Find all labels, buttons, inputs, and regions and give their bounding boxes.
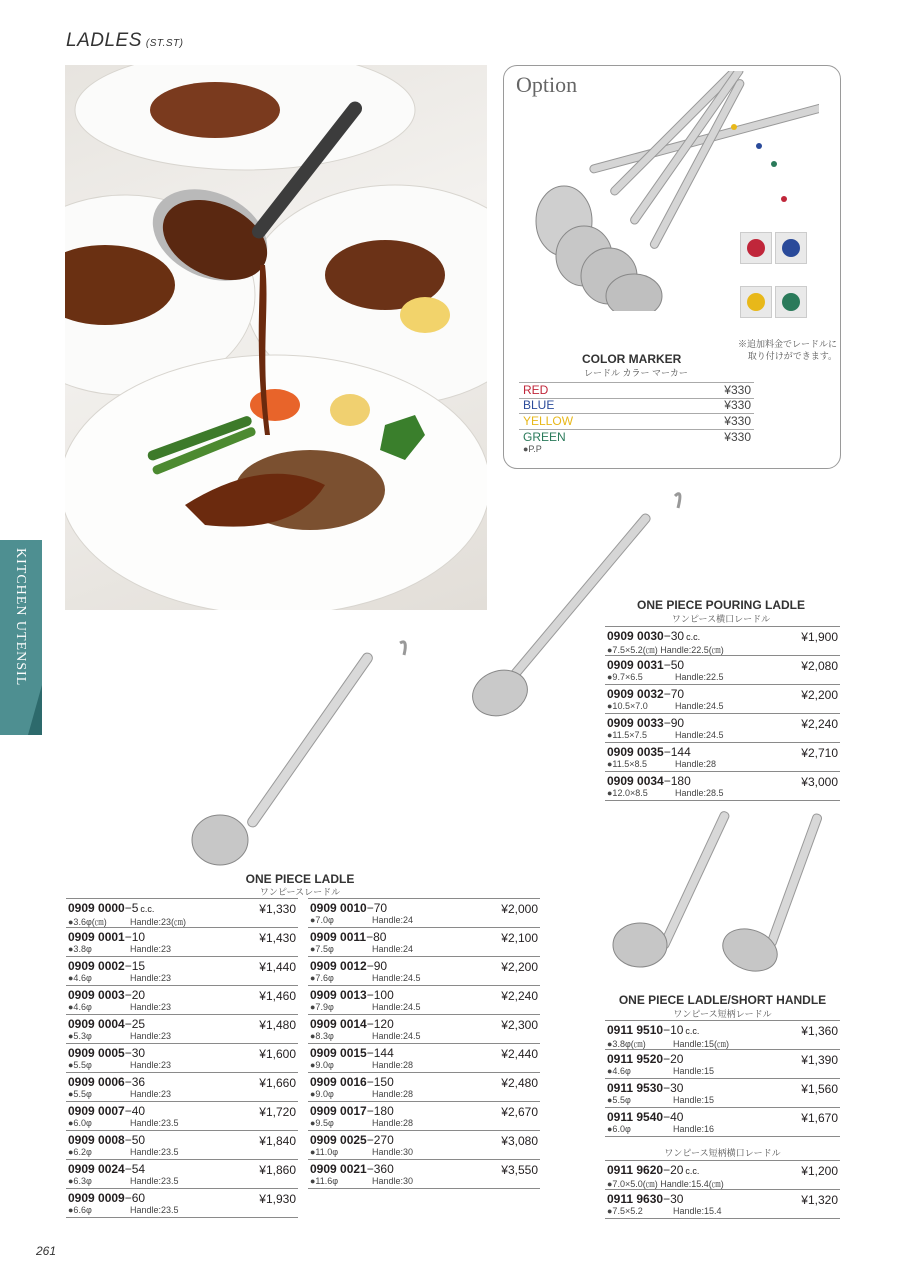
product-code bbox=[310, 1017, 396, 1031]
product-code bbox=[68, 1104, 147, 1118]
product-row bbox=[605, 1079, 840, 1108]
product-spec: ●5.5φ bbox=[68, 1060, 92, 1070]
one-piece-ladle-title: ONE PIECE LADLE bbox=[245, 872, 355, 886]
product-row bbox=[605, 1050, 840, 1079]
product-size: −30 bbox=[663, 1081, 684, 1095]
product-handle: Handle:15(㎝) bbox=[673, 1039, 730, 1049]
color-marker-subtitle: レードル カラー マーカー bbox=[584, 368, 688, 378]
product-size: −15 bbox=[124, 959, 146, 973]
product-size: −36 bbox=[124, 1075, 146, 1089]
product-code-number: 0909 0004 bbox=[68, 1017, 125, 1031]
product-code bbox=[607, 1163, 699, 1177]
product-spec: ●11.0φ bbox=[310, 1147, 339, 1157]
product-size: −20 bbox=[124, 988, 146, 1002]
product-row bbox=[66, 986, 298, 1015]
pouring-ladle-subtitle: ワンピース横口レードル bbox=[671, 614, 771, 624]
option-ladles-illustration bbox=[529, 71, 819, 311]
product-code bbox=[607, 1110, 685, 1124]
product-row bbox=[605, 1190, 840, 1219]
short-handle-pour-list bbox=[605, 1160, 840, 1219]
product-code bbox=[68, 1133, 147, 1147]
product-size: −30 bbox=[124, 1046, 146, 1060]
product-handle: Handle:24.5 bbox=[675, 701, 724, 711]
product-code bbox=[310, 1075, 396, 1089]
product-code bbox=[607, 716, 686, 730]
product-size: −90 bbox=[366, 959, 388, 973]
swatch-yellow bbox=[740, 286, 772, 318]
product-price: ¥2,440 bbox=[501, 1047, 538, 1061]
product-spec: ●9.5φ bbox=[310, 1118, 334, 1128]
product-spec: ●8.3φ bbox=[310, 1031, 334, 1041]
marker-label: BLUE bbox=[523, 398, 555, 412]
product-price: ¥1,860 bbox=[259, 1163, 296, 1177]
product-code bbox=[310, 988, 396, 1002]
product-price: ¥1,460 bbox=[259, 989, 296, 1003]
product-code-number: 0911 9620 bbox=[607, 1163, 664, 1177]
product-row bbox=[66, 1073, 298, 1102]
product-code bbox=[607, 745, 693, 759]
one-piece-ladle-illustration bbox=[190, 635, 415, 870]
product-handle: Handle:15 bbox=[673, 1095, 715, 1105]
product-code bbox=[68, 959, 147, 973]
product-handle: Handle:28 bbox=[372, 1060, 414, 1070]
product-handle: Handle:23 bbox=[130, 973, 172, 983]
page-number: 261 bbox=[36, 1244, 57, 1258]
product-price: ¥3,080 bbox=[501, 1134, 538, 1148]
product-price: ¥1,670 bbox=[801, 1111, 838, 1125]
product-size: −180 bbox=[366, 1104, 394, 1118]
product-size: −10 bbox=[124, 930, 146, 944]
product-handle: Handle:16 bbox=[673, 1124, 715, 1134]
product-handle: Handle:24.5 bbox=[675, 730, 724, 740]
product-spec: ●3.8φ bbox=[68, 944, 92, 954]
product-price: ¥1,660 bbox=[259, 1076, 296, 1090]
product-spec: ●7.0×5.0(㎝) Handle:15.4(㎝) bbox=[607, 1179, 724, 1189]
product-price: ¥1,430 bbox=[259, 931, 296, 945]
product-price: ¥2,240 bbox=[801, 717, 838, 731]
option-title: Option bbox=[516, 72, 578, 97]
marker-label: YELLOW bbox=[523, 414, 574, 428]
product-size: −25 bbox=[124, 1017, 146, 1031]
product-size: −5 bbox=[124, 901, 139, 915]
product-price: ¥1,200 bbox=[801, 1164, 838, 1178]
product-code-number: 0909 0000 bbox=[68, 901, 125, 915]
product-price: ¥2,670 bbox=[501, 1105, 538, 1119]
product-handle: Handle:30 bbox=[372, 1176, 414, 1186]
product-size: −50 bbox=[124, 1133, 146, 1147]
product-spec: ●9.0φ bbox=[310, 1060, 334, 1070]
product-code-number: 0909 0011 bbox=[310, 930, 367, 944]
product-handle: Handle:23 bbox=[130, 1031, 172, 1041]
product-price: ¥2,200 bbox=[501, 960, 538, 974]
short-handle-ladle-illustration bbox=[610, 805, 840, 975]
product-handle: Handle:23.5 bbox=[130, 1205, 179, 1215]
product-row bbox=[605, 1160, 840, 1190]
product-size: −80 bbox=[366, 930, 387, 944]
product-price: ¥2,300 bbox=[501, 1018, 538, 1032]
product-code bbox=[310, 901, 389, 915]
product-size: −50 bbox=[663, 658, 685, 672]
product-code bbox=[68, 1017, 147, 1031]
product-spec: ●6.6φ bbox=[68, 1205, 92, 1215]
marker-row-yellow bbox=[519, 414, 754, 430]
product-unit: c.c. bbox=[140, 904, 155, 914]
product-spec: ●11.5×7.5 bbox=[607, 730, 648, 740]
product-code bbox=[68, 988, 147, 1002]
product-spec: ●3.8φ(㎝) bbox=[607, 1039, 646, 1049]
product-code-number: 0911 9540 bbox=[607, 1110, 664, 1124]
product-handle: Handle:23.5 bbox=[130, 1176, 179, 1186]
product-price: ¥2,240 bbox=[501, 989, 538, 1003]
option-note bbox=[709, 338, 837, 362]
product-code bbox=[607, 658, 686, 672]
product-row bbox=[308, 986, 540, 1015]
option-box bbox=[503, 65, 841, 469]
one-piece-ladle-list-left bbox=[66, 898, 298, 1218]
product-code-number: 0909 0016 bbox=[310, 1075, 367, 1089]
product-row bbox=[66, 1160, 298, 1189]
product-code-number: 0909 0035 bbox=[607, 745, 664, 759]
product-spec: ●9.7×6.5 bbox=[607, 672, 643, 682]
product-price: ¥2,100 bbox=[501, 931, 538, 945]
product-spec: ●7.5φ bbox=[310, 944, 334, 954]
swatch-green bbox=[775, 286, 807, 318]
swatch-yellow-marker bbox=[747, 293, 765, 311]
short-handle-subtitle: ワンピース短柄レードル bbox=[673, 1009, 772, 1019]
product-code bbox=[68, 1075, 147, 1089]
product-size: −10 bbox=[663, 1023, 684, 1037]
product-row bbox=[308, 1073, 540, 1102]
product-spec: ●5.5φ bbox=[607, 1095, 631, 1105]
product-price: ¥2,200 bbox=[801, 688, 838, 702]
swatch-green-marker bbox=[782, 293, 800, 311]
product-code bbox=[68, 1191, 147, 1205]
product-code-number: 0909 0002 bbox=[68, 959, 125, 973]
product-code-number: 0909 0030 bbox=[607, 629, 664, 643]
marker-row-green bbox=[519, 430, 754, 445]
product-size: −180 bbox=[663, 774, 691, 788]
product-code-number: 0909 0001 bbox=[68, 930, 125, 944]
product-handle: Handle:24.5 bbox=[372, 1002, 421, 1012]
product-code bbox=[68, 1046, 147, 1060]
product-spec: ●4.6φ bbox=[68, 1002, 92, 1012]
marker-label: RED bbox=[523, 383, 549, 397]
product-spec: ●5.5φ bbox=[68, 1089, 92, 1099]
product-row bbox=[605, 743, 840, 772]
product-code bbox=[310, 1133, 396, 1147]
product-code-number: 0909 0007 bbox=[68, 1104, 125, 1118]
product-spec: ●6.2φ bbox=[68, 1147, 92, 1157]
product-code-number: 0909 0034 bbox=[607, 774, 664, 788]
product-price: ¥1,600 bbox=[259, 1047, 296, 1061]
product-code bbox=[607, 687, 686, 701]
product-price: ¥1,840 bbox=[259, 1134, 296, 1148]
product-code bbox=[68, 930, 147, 944]
product-code-number: 0911 9510 bbox=[607, 1023, 664, 1037]
product-row bbox=[308, 1044, 540, 1073]
product-code-number: 0909 0025 bbox=[310, 1133, 367, 1147]
product-code-number: 0909 0010 bbox=[310, 901, 367, 915]
option-note-line2: 取り付けができます。 bbox=[747, 351, 837, 361]
product-spec: ●7.9φ bbox=[310, 1002, 334, 1012]
product-size: −20 bbox=[663, 1052, 684, 1066]
product-price: ¥1,360 bbox=[801, 1024, 838, 1038]
product-spec: ●11.5×8.5 bbox=[607, 759, 648, 769]
product-handle: Handle:23.5 bbox=[130, 1118, 179, 1128]
swatch-red bbox=[740, 232, 772, 264]
product-handle: Handle:23.5 bbox=[130, 1147, 179, 1157]
product-row bbox=[308, 1015, 540, 1044]
product-code-number: 0911 9630 bbox=[607, 1192, 664, 1206]
product-row bbox=[66, 898, 298, 928]
product-size: −144 bbox=[366, 1046, 394, 1060]
product-row bbox=[66, 928, 298, 957]
product-size: −30 bbox=[663, 1192, 684, 1206]
product-code-number: 0909 0003 bbox=[68, 988, 125, 1002]
product-code-number: 0909 0005 bbox=[68, 1046, 125, 1060]
product-row bbox=[605, 772, 840, 801]
product-code-number: 0909 0008 bbox=[68, 1133, 125, 1147]
product-size: −100 bbox=[366, 988, 394, 1002]
product-code bbox=[607, 774, 693, 788]
product-spec: ●4.6φ bbox=[68, 973, 92, 983]
page-title-text: LADLES bbox=[66, 30, 142, 51]
product-size: −150 bbox=[366, 1075, 394, 1089]
product-price: ¥1,930 bbox=[259, 1192, 296, 1206]
short-handle-list bbox=[605, 1020, 840, 1137]
side-tab bbox=[0, 540, 42, 735]
product-row bbox=[308, 1160, 540, 1189]
product-row bbox=[605, 626, 840, 656]
swatch-red-marker bbox=[747, 239, 765, 257]
product-price: ¥3,000 bbox=[801, 775, 838, 789]
product-handle: Handle:28 bbox=[372, 1089, 414, 1099]
side-tab-accent bbox=[28, 685, 42, 735]
marker-price: ¥330 bbox=[724, 430, 751, 444]
product-spec: ●4.6φ bbox=[607, 1066, 631, 1076]
product-spec: ●7.5×5.2 bbox=[607, 1206, 643, 1216]
product-code-number: 0909 0032 bbox=[607, 687, 664, 701]
product-code-number: 0911 9520 bbox=[607, 1052, 664, 1066]
product-code bbox=[607, 1081, 685, 1095]
product-price: ¥2,000 bbox=[501, 902, 538, 916]
product-price: ¥1,320 bbox=[801, 1193, 838, 1207]
product-handle: Handle:24.5 bbox=[372, 973, 421, 983]
product-price: ¥1,720 bbox=[259, 1105, 296, 1119]
product-handle: Handle:30 bbox=[372, 1147, 414, 1157]
product-spec: ●7.5×5.2(㎝) Handle:22.5(㎝) bbox=[607, 645, 724, 655]
product-code bbox=[310, 930, 388, 944]
product-code-number: 0909 0013 bbox=[310, 988, 367, 1002]
product-size: −70 bbox=[663, 687, 685, 701]
product-spec: ●11.6φ bbox=[310, 1176, 339, 1186]
product-handle: Handle:23 bbox=[130, 1089, 172, 1099]
product-price: ¥1,440 bbox=[259, 960, 296, 974]
one-piece-ladle-subtitle: ワンピースレードル bbox=[259, 887, 341, 897]
product-code bbox=[607, 1052, 685, 1066]
pouring-ladle-list bbox=[605, 626, 840, 801]
page-title bbox=[66, 30, 183, 52]
product-code-number: 0909 0009 bbox=[68, 1191, 125, 1205]
product-code-number: 0909 0012 bbox=[310, 959, 367, 973]
product-row bbox=[308, 1102, 540, 1131]
product-handle: Handle:28 bbox=[675, 759, 717, 769]
product-handle: Handle:24 bbox=[372, 944, 414, 954]
product-size: −144 bbox=[663, 745, 691, 759]
product-code bbox=[607, 629, 700, 643]
product-spec: ●6.0φ bbox=[607, 1124, 631, 1134]
pouring-ladle-title: ONE PIECE POURING LADLE bbox=[636, 598, 806, 612]
product-handle: Handle:15 bbox=[673, 1066, 715, 1076]
marker-price: ¥330 bbox=[724, 383, 751, 397]
product-price: ¥1,480 bbox=[259, 1018, 296, 1032]
product-handle: Handle:23 bbox=[130, 1060, 172, 1070]
product-code-number: 0909 0031 bbox=[607, 658, 664, 672]
product-unit: c.c. bbox=[685, 1026, 700, 1036]
swatch-blue bbox=[775, 232, 807, 264]
product-price: ¥3,550 bbox=[501, 1163, 538, 1177]
product-unit: c.c. bbox=[685, 1166, 700, 1176]
product-size: −40 bbox=[663, 1110, 684, 1124]
product-spec: ●6.3φ bbox=[68, 1176, 92, 1186]
marker-row-blue bbox=[519, 398, 754, 414]
marker-material: ●P.P bbox=[523, 444, 542, 454]
product-handle: Handle:23 bbox=[130, 1002, 172, 1012]
product-price: ¥2,710 bbox=[801, 746, 838, 760]
product-spec: ●5.3φ bbox=[68, 1031, 92, 1041]
product-code bbox=[68, 901, 154, 915]
product-handle: Handle:23(㎝) bbox=[130, 917, 187, 927]
product-size: −120 bbox=[366, 1017, 394, 1031]
product-row bbox=[66, 1131, 298, 1160]
product-spec: ●7.6φ bbox=[310, 973, 334, 983]
product-code bbox=[310, 1162, 396, 1176]
product-code-number: 0909 0006 bbox=[68, 1075, 125, 1089]
product-size: −30 bbox=[663, 629, 685, 643]
product-row bbox=[605, 685, 840, 714]
product-size: −60 bbox=[124, 1191, 146, 1205]
swatch-blue-marker bbox=[782, 239, 800, 257]
short-handle-title: ONE PIECE LADLE/SHORT HANDLE bbox=[618, 993, 827, 1007]
product-code-number: 0909 0014 bbox=[310, 1017, 367, 1031]
product-spec: ●6.0φ bbox=[68, 1118, 92, 1128]
product-row bbox=[66, 1102, 298, 1131]
color-marker-title: COLOR MARKER bbox=[582, 352, 682, 366]
product-code-number: 0909 0033 bbox=[607, 716, 664, 730]
product-row bbox=[605, 1108, 840, 1137]
product-spec: ●7.0φ bbox=[310, 915, 334, 925]
product-price: ¥2,080 bbox=[801, 659, 838, 673]
product-handle: Handle:24 bbox=[372, 915, 414, 925]
product-handle: Handle:22.5 bbox=[675, 672, 724, 682]
page-title-material: (ST.ST) bbox=[145, 38, 184, 49]
product-code bbox=[310, 1046, 396, 1060]
product-code-number: 0909 0021 bbox=[310, 1162, 367, 1176]
product-row bbox=[308, 928, 540, 957]
product-handle: Handle:24.5 bbox=[372, 1031, 421, 1041]
product-size: −360 bbox=[366, 1162, 394, 1176]
marker-row-red bbox=[519, 382, 754, 399]
one-piece-ladle-list-right bbox=[308, 898, 540, 1189]
product-spec: ●3.6φ(㎝) bbox=[68, 917, 107, 927]
product-size: −70 bbox=[366, 901, 388, 915]
product-code bbox=[310, 959, 389, 973]
product-size: −54 bbox=[124, 1162, 146, 1176]
product-handle: Handle:28.5 bbox=[675, 788, 724, 798]
product-code-number: 0909 0017 bbox=[310, 1104, 367, 1118]
product-spec: ●9.0φ bbox=[310, 1089, 334, 1099]
product-row bbox=[308, 1131, 540, 1160]
side-tab-label: KITCHEN UTENSIL bbox=[13, 548, 28, 687]
product-price: ¥1,900 bbox=[801, 630, 838, 644]
product-row bbox=[66, 957, 298, 986]
marker-price: ¥330 bbox=[724, 414, 751, 428]
product-row bbox=[308, 898, 540, 928]
product-handle: Handle:28 bbox=[372, 1118, 414, 1128]
product-code bbox=[68, 1162, 147, 1176]
product-price: ¥1,330 bbox=[259, 902, 296, 916]
product-code bbox=[607, 1192, 685, 1206]
product-row bbox=[605, 656, 840, 685]
option-note-line1: ※追加料金でレードルに bbox=[737, 339, 837, 349]
product-size: −90 bbox=[663, 716, 685, 730]
product-row bbox=[66, 1044, 298, 1073]
product-code-number: 0909 0015 bbox=[310, 1046, 367, 1060]
product-code-number: 0909 0024 bbox=[68, 1162, 125, 1176]
product-code bbox=[310, 1104, 396, 1118]
product-code-number: 0911 9530 bbox=[607, 1081, 664, 1095]
product-size: −40 bbox=[124, 1104, 146, 1118]
product-unit: c.c. bbox=[686, 632, 701, 642]
product-row bbox=[605, 1020, 840, 1050]
product-row bbox=[605, 714, 840, 743]
product-price: ¥2,480 bbox=[501, 1076, 538, 1090]
product-row bbox=[66, 1189, 298, 1218]
product-price: ¥1,390 bbox=[801, 1053, 838, 1067]
product-handle: Handle:23 bbox=[130, 944, 172, 954]
marker-label: GREEN bbox=[523, 430, 566, 444]
product-code bbox=[607, 1023, 699, 1037]
product-price: ¥1,560 bbox=[801, 1082, 838, 1096]
food-photo bbox=[65, 65, 487, 610]
product-spec: ●10.5×7.0 bbox=[607, 701, 648, 711]
marker-price: ¥330 bbox=[724, 398, 751, 412]
product-row bbox=[308, 957, 540, 986]
food-photo-illustration bbox=[65, 65, 487, 610]
product-spec: ●12.0×8.5 bbox=[607, 788, 648, 798]
short-handle-pour-subtitle: ワンピース短柄横口レードル bbox=[664, 1148, 781, 1158]
product-size: −270 bbox=[366, 1133, 394, 1147]
product-handle: Handle:15.4 bbox=[673, 1206, 722, 1216]
product-row bbox=[66, 1015, 298, 1044]
product-size: −20 bbox=[663, 1163, 684, 1177]
